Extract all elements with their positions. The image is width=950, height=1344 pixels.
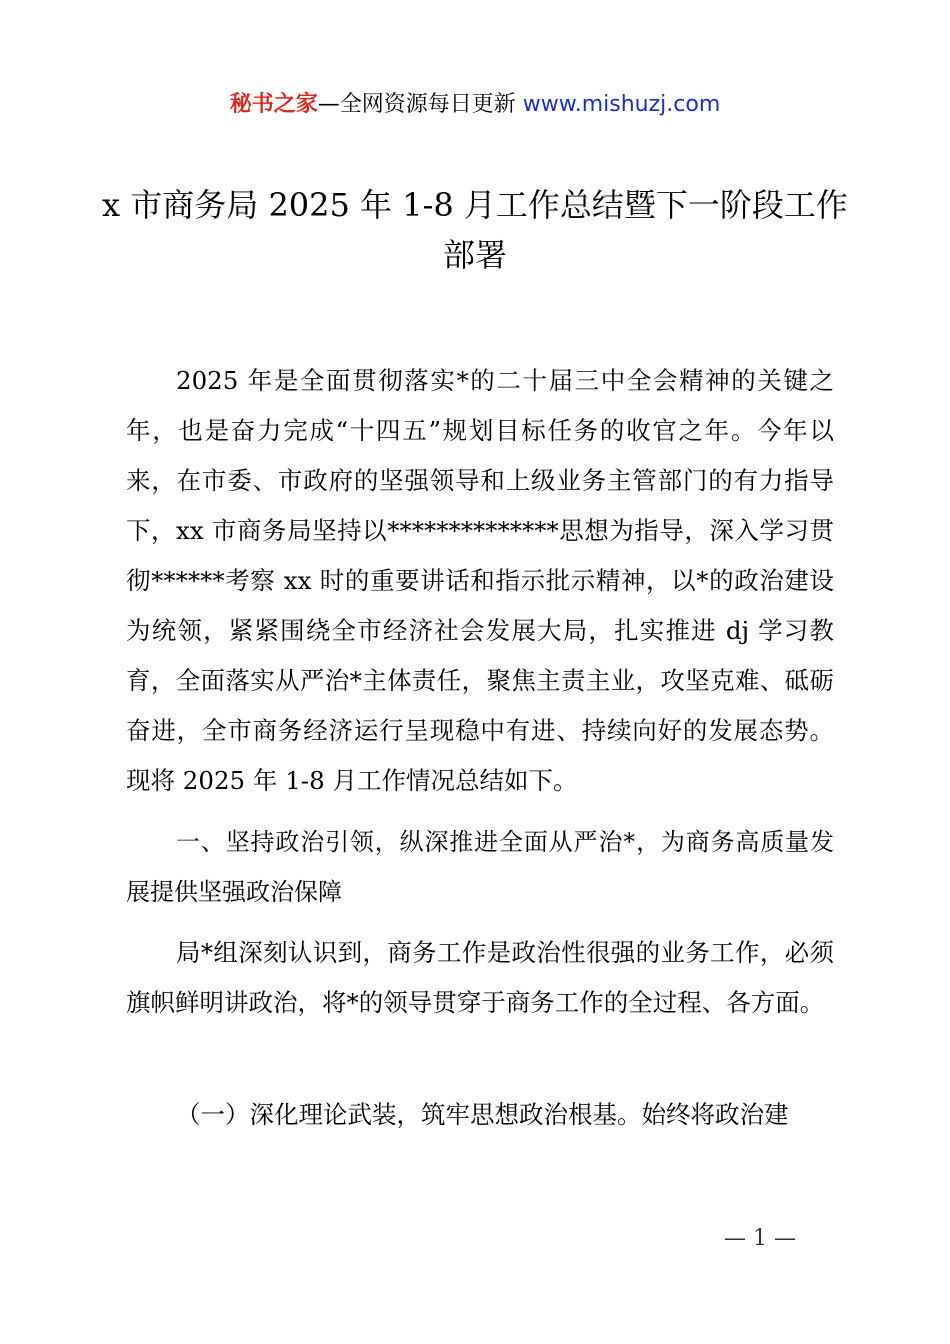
site-url[interactable]: www.mishuzj.com: [522, 92, 721, 117]
subsection-paragraph: （一）深化理论武装，筑牢思想政治根基。始终将政治建: [176, 1100, 789, 1129]
brand-name: 秘书之家: [229, 92, 318, 117]
document-title: x 市商务局 2025 年 1-8 月工作总结暨下一阶段工作部署: [102, 186, 848, 274]
header-tagline: —全网资源每日更新: [317, 92, 516, 117]
page-number: — 1 —: [724, 1226, 796, 1251]
site-header: [0, 88, 950, 122]
intro-paragraph: 2025 年是全面贯彻落实*的二十届三中全会精神的关键之年，也是奋力完成“十四五”规划目标任务的收官之年。今年以来，在市委、市政府的坚强领导和上级业务主管部门的有力指导下，xx 市商务局坚持以**************思想为指导，深入学习贯彻******考察 xx 时的重要讲话和指示批示精神，以*的政治建设为统领，紧紧围绕全市经济社会发展大局，扎实推进 dj 学习教育，全面落实从严治*主体责任，聚焦主责主业，攻坚克难、砥砺奋进，全市商务经济运行呈现稳中有进、持续向好的发展态势。现将 2025 年 1-8 月工作情况总结如下。: [126, 366, 834, 795]
section-heading-1: 一、坚持政治引领，纵深推进全面从严治*，为商务高质量发展提供坚强政治保障: [126, 828, 834, 906]
section-paragraph: 局*组深刻认识到，商务工作是政治性很强的业务工作，必须旗帜鲜明讲政治，将*的领导贯穿于商务工作的全过程、各方面。: [126, 938, 834, 1017]
